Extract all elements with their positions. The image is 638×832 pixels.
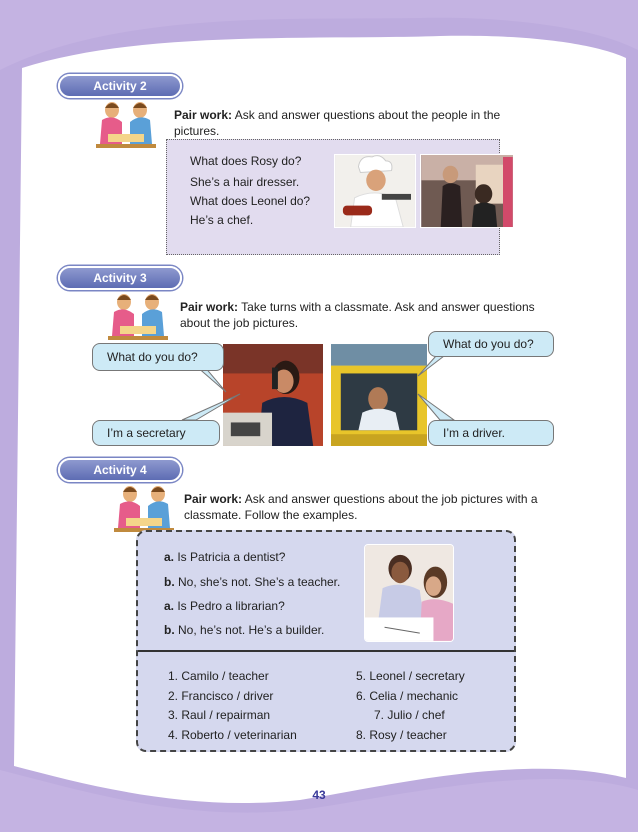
list-item: 6. Celia / mechanic	[356, 689, 459, 703]
example-text: No, he’s not. He’s a builder.	[174, 623, 325, 637]
activity-4-instruction-text-2: classmate. Follow the examples.	[184, 508, 358, 522]
example-text: Is Patricia a dentist?	[174, 550, 286, 564]
activity-2-tab-label: Activity 2	[93, 79, 147, 93]
example-line	[164, 550, 285, 564]
pair-work-icon	[110, 484, 178, 536]
example-prefix: b.	[164, 623, 175, 637]
example-text: No, she’s not. She’s a teacher.	[174, 575, 341, 589]
page-number: 43	[312, 788, 326, 802]
example-prefix: b.	[164, 575, 175, 589]
example-line	[164, 575, 340, 589]
list-item: 4. Roberto / veterinarian	[168, 728, 297, 742]
activity-4-instructions	[184, 491, 554, 523]
activity-4-instruction-text: Ask and answer questions about the job pictures with a	[242, 492, 538, 506]
dialog-line: She’s a hair dresser.	[190, 175, 300, 189]
speech-bubble-question-right	[428, 331, 554, 357]
activity-3-tab-label: Activity 3	[93, 271, 147, 285]
speech-bubble-question-left	[92, 343, 224, 371]
activity-2-instruction-text: Ask and answer questions about the people in the	[232, 108, 501, 122]
example-prefix: a.	[164, 599, 175, 613]
dialog-line: What does Leonel do?	[190, 194, 311, 208]
activity-3-instruction-text-2: about the job pictures.	[180, 316, 299, 330]
activity-2-pair-work-label: Pair work:	[174, 108, 233, 122]
students-photo	[364, 544, 454, 642]
dialog-line: He’s a chef.	[190, 213, 254, 227]
speech-bubble-answer-left	[92, 420, 220, 446]
bubble-text: I’m a driver.	[443, 426, 506, 440]
list-item: 1. Camilo / teacher	[168, 669, 269, 683]
list-item: 5. Leonel / secretary	[356, 669, 465, 683]
example-prefix: a.	[164, 550, 175, 564]
activity-2-instruction-text-2: pictures.	[174, 124, 220, 138]
activity-4-tab	[58, 458, 182, 482]
example-text: Is Pedro a librarian?	[174, 599, 285, 613]
list-item: 7. Julio / chef	[374, 708, 445, 722]
activity-3-pair-work-label: Pair work:	[180, 300, 239, 314]
example-line	[164, 599, 285, 613]
activity-4-tab-label: Activity 4	[93, 463, 147, 477]
activity-4-pair-work-label: Pair work:	[184, 492, 243, 506]
example-line	[164, 623, 324, 637]
speech-bubble-answer-right	[428, 420, 554, 446]
activity-3-instruction-text: Take turns with a classmate. Ask and answer questions	[238, 300, 535, 314]
dialog-line: What does Rosy do?	[190, 154, 302, 168]
list-item: 3. Raul / repairman	[168, 708, 271, 722]
list-item: 8. Rosy / teacher	[356, 728, 447, 742]
bubble-text: What do you do?	[107, 350, 198, 364]
divider	[138, 650, 516, 652]
bubble-text: What do you do?	[443, 337, 534, 351]
bubble-text: I’m a secretary	[107, 426, 186, 440]
list-item: 2. Francisco / driver	[168, 689, 274, 703]
